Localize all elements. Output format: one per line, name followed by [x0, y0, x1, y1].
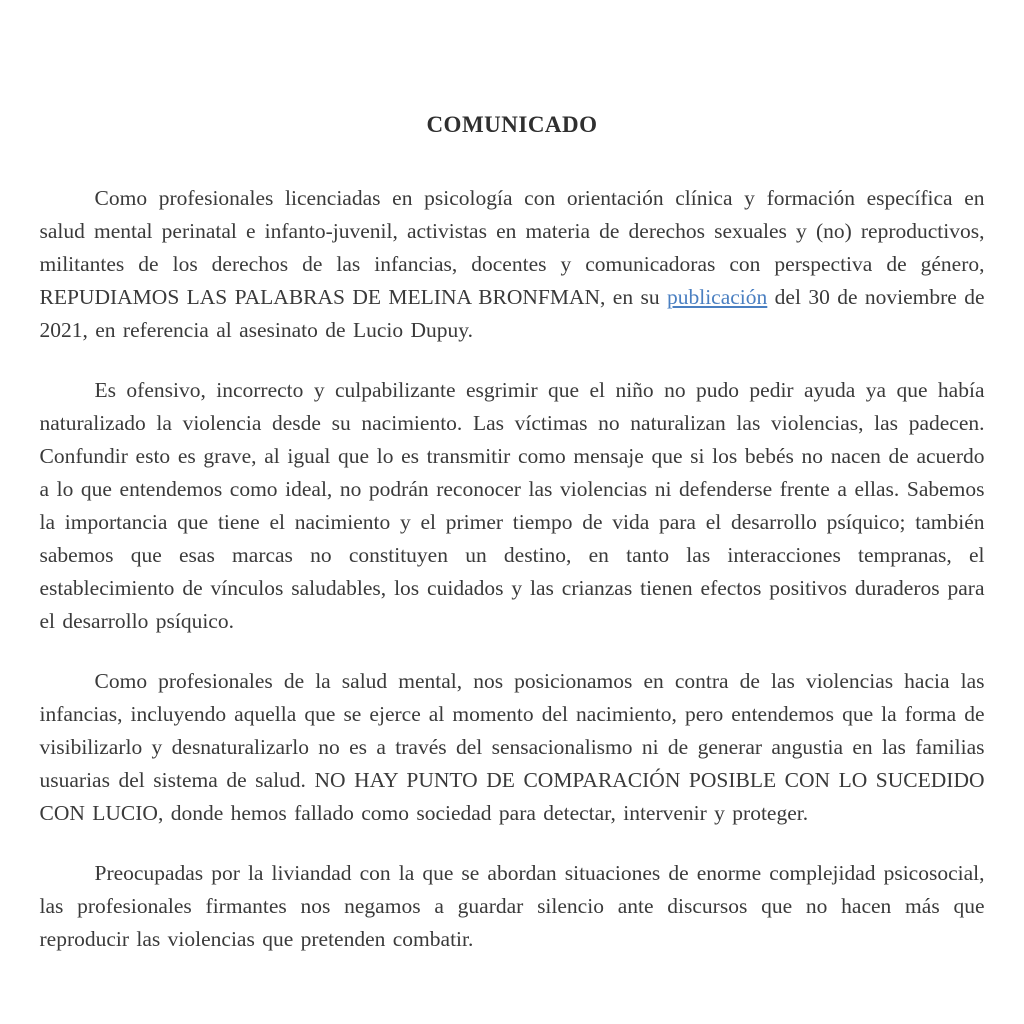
publicacion-link[interactable]: publicación — [666, 285, 768, 309]
paragraph-3: Como profesionales de la salud mental, nos posicionamos en contra de las violencias hacia las infancias, incluyendo aquella que se ejerce al momento del nacimiento, pero entendemos que la forma de visibilizarlo y desnaturalizarlo no es a través del sensacionalismo ni de generar angustia en las familias usuarias del sistema de salud. NO HAY PUNTO DE COMPARACIÓN POSIBLE CON LO SUCEDIDO CON LUCIO, donde hemos fallado como sociedad para detectar, intervenir y proteger. — [39, 669, 985, 825]
paragraph-4: Preocupadas por la liviandad con la que se abordan situaciones de enorme complejidad psicosocial, las profesionales firmantes nos negamos a guardar silencio ante discursos que no hacen más que reproducir las violencias que pretenden combatir. — [39, 861, 985, 951]
document-body — [40, 0, 985, 956]
paragraph-2: Es ofensivo, incorrecto y culpabilizante esgrimir que el niño no pudo pedir ayuda ya que había naturalizado la violencia desde su nacimiento. Las víctimas no naturalizan las violencias, las padecen. Confundir esto es grave, al igual que lo es transmitir como mensaje que si los bebés no nacen de acuerdo a lo que entendemos como ideal, no podrán reconocer las violencias ni defenderse frente a ellas. Sabemos la importancia que tiene el nacimiento y el primer tiempo de vida para el desarrollo psíquico; también sabemos que esas marcas no constituyen un destino, en tanto las interacciones tempranas, el establecimiento de vínculos saludables, los cuidados y las crianzas tienen efectos positivos duraderos para el desarrollo psíquico. — [39, 378, 985, 633]
document-title: COMUNICADO — [426, 112, 598, 137]
paragraph-1-text-before-link: Como profesionales licenciadas en psicología con orientación clínica y formación específica en salud mental perinatal e infanto-juvenil, activistas en materia de derechos sexuales y (no) reproductivos, militantes de los derechos de las infancias, docentes y comunicadoras con perspectiva de género, REPUDIAMOS LAS PALABRAS DE MELINA BRONFMAN, en su — [39, 186, 985, 309]
paragraph-1 — [40, 182, 985, 347]
paragraph-1-text-after-link: del 30 de noviembre de 2021, en referencia al asesinato de Lucio Dupuy. — [39, 285, 985, 342]
